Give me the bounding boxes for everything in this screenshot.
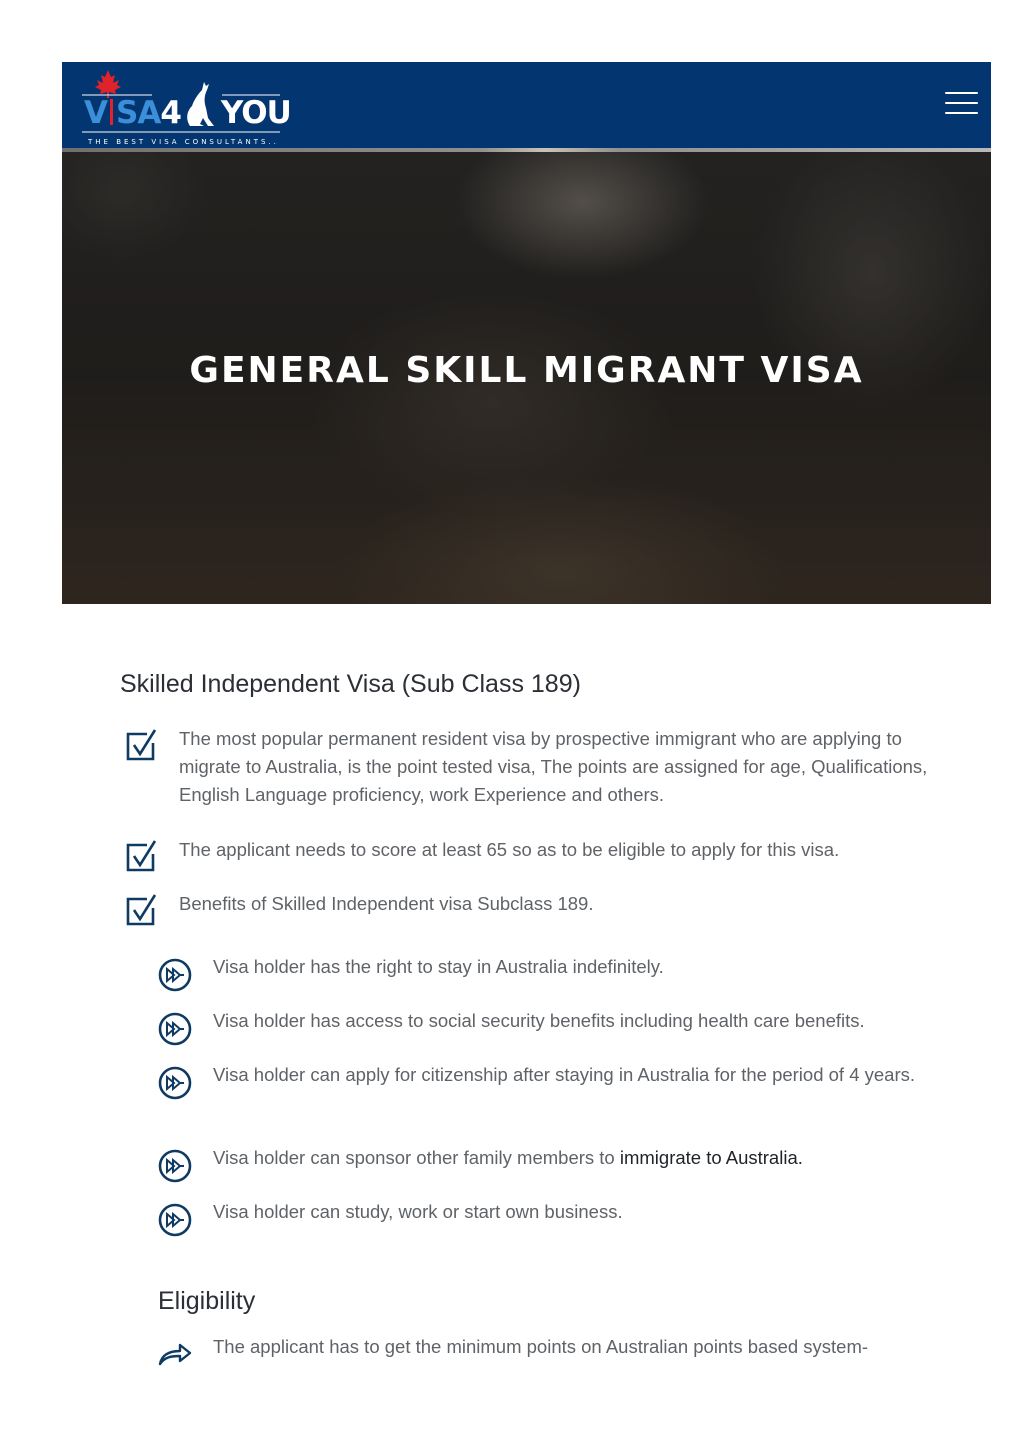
logo-tagline: THE BEST VISA CONSULTANTS.. [88,138,279,146]
double-chevron-circle-icon [158,1203,192,1237]
benefit-text: Visa holder has access to social security benefits including health care benefits. [213,1010,865,1031]
hero-title: GENERAL SKILL MIGRANT VISA [189,350,864,391]
benefit-text: Visa holder can sponsor other family members to [213,1147,620,1168]
hero-banner [62,152,991,604]
site-logo[interactable] [82,70,291,146]
benefit-text: Visa holder can apply for citizenship after staying in Australia for the period of 4 years. [213,1064,916,1085]
check-item-text: The applicant needs to score at least 65 so as to be eligible to apply for this visa. [179,839,840,860]
menu-bar [945,102,978,104]
double-chevron-circle-icon [158,1149,192,1183]
logo-letter-i [110,99,113,125]
immigrate-australia-link[interactable]: immigrate to Australia. [619,1147,803,1168]
hamburger-menu-icon[interactable] [945,92,978,118]
checkbox-check-icon [125,894,157,926]
menu-bar [945,112,978,114]
benefit-text-with-link [213,1143,923,1172]
section-heading: Skilled Independent Visa (Sub Class 189) [120,670,581,698]
checkbox-check-icon [125,840,157,872]
double-chevron-circle-icon [158,958,192,992]
logo-word-you: YOU [220,95,291,131]
site-header [62,62,991,148]
logo-letter-v: V [84,95,107,131]
benefit-text: Visa holder can study, work or start own business. [213,1201,623,1222]
check-item-text: The most popular permanent resident visa by prospective immigrant who are applying to migrate to Australia, is the point tested visa, The points are assigned for age, Qualifications, English Language proficiency, work Experience and others. [179,728,928,805]
menu-bar [945,92,978,94]
double-chevron-circle-icon [158,1012,192,1046]
benefit-text: Visa holder has the right to stay in Australia indefinitely. [213,956,664,977]
check-item-text: Benefits of Skilled Independent visa Subclass 189. [179,893,594,914]
double-chevron-circle-icon [158,1066,192,1100]
share-arrow-icon [158,1340,192,1368]
page-frame [62,62,991,604]
checkbox-check-icon [125,729,157,761]
eligibility-heading: Eligibility [158,1287,256,1315]
eligibility-text: The applicant has to get the minimum points on Australian points based system- [213,1336,869,1357]
maple-leaf-icon [95,70,121,98]
logo-letters-sa: SA [116,95,161,131]
logo-number-4: 4 [160,95,181,131]
